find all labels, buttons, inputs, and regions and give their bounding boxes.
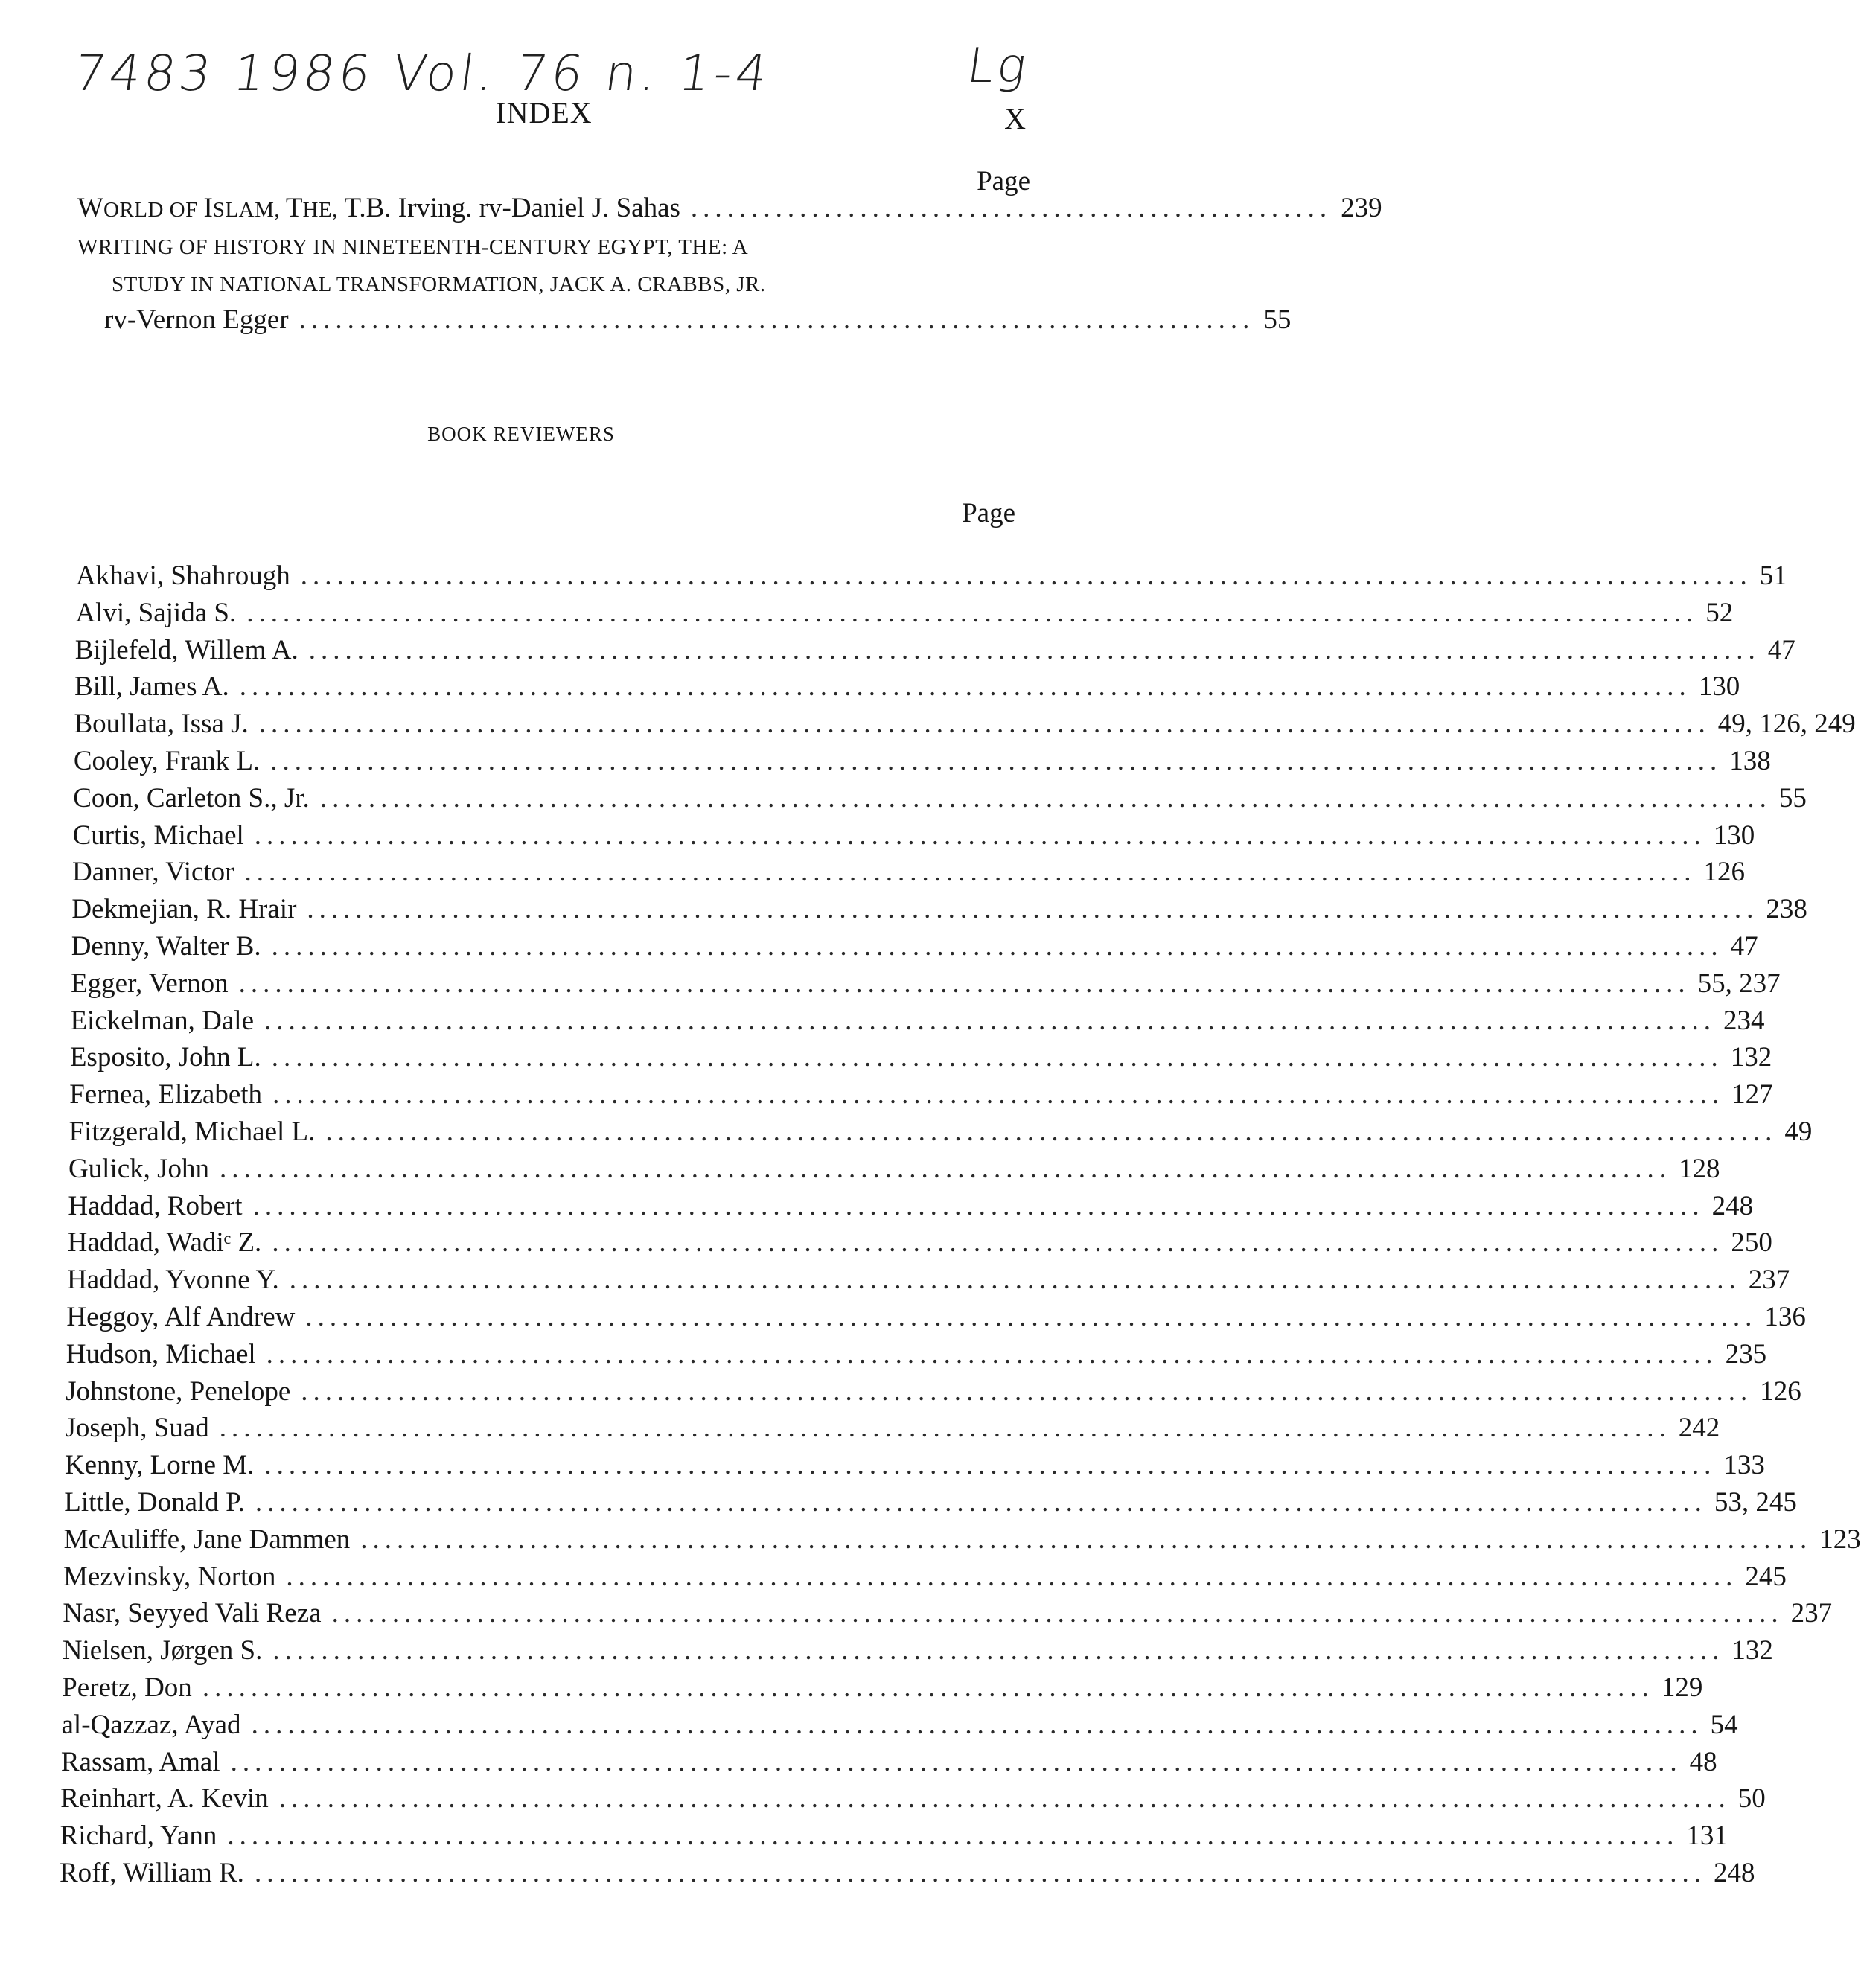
reviewer-row bbox=[68, 1116, 1813, 1148]
dot-leader: ........................................................................................................................ bbox=[254, 819, 1706, 851]
dot-leader: ........................................................................................................................ bbox=[258, 709, 1711, 740]
reviewer-pages: 237 bbox=[1790, 1598, 1833, 1629]
reviewer-name: Peretz, Don bbox=[62, 1672, 192, 1703]
reviewer-name: Alvi, Sajida S. bbox=[75, 597, 237, 628]
reviewer-pages: 242 bbox=[1678, 1413, 1720, 1444]
handwritten-call-number: 7483 1986 Vol. 76 n. 1-4 bbox=[70, 45, 775, 102]
reviewer-row bbox=[65, 1412, 1720, 1444]
reviewer-pages: 126 bbox=[1703, 857, 1746, 888]
reviewer-name: Bill, James A. bbox=[74, 671, 229, 703]
reviewer-name: Nielsen, Jørgen S. bbox=[62, 1635, 263, 1666]
reviewer-name: Reinhart, A. Kevin bbox=[60, 1783, 269, 1815]
dot-leader: ........................................................................................................................ bbox=[300, 560, 1752, 591]
dot-leader: ........................................................................................................................ bbox=[255, 1487, 1707, 1518]
reviewer-row bbox=[66, 1375, 1801, 1407]
dot-leader: ........................................................................................................................ bbox=[266, 1338, 1718, 1369]
reviewer-row bbox=[76, 560, 1787, 592]
dot-leader: ........................................................................................................................ bbox=[239, 671, 1691, 703]
dot-leader: ........................................................................................................................ bbox=[331, 1598, 1784, 1629]
dot-leader: ........................................................................................................................ bbox=[325, 1116, 1778, 1147]
reviewer-name: Gulick, John bbox=[68, 1153, 210, 1184]
dot-leader: ........................................................................................................................ bbox=[360, 1524, 1813, 1555]
reviewer-pages: 130 bbox=[1713, 819, 1755, 851]
reviewer-pages: 52 bbox=[1705, 597, 1734, 628]
dot-leader: ........................................................................................................................ bbox=[270, 746, 1723, 776]
reviewer-row bbox=[74, 708, 1856, 740]
dot-leader: ........................................................................................................................ bbox=[305, 1302, 1758, 1332]
reviewer-pages: 55 bbox=[1778, 782, 1807, 814]
dot-leader: ........................................................................................................................ bbox=[202, 1672, 1654, 1703]
reviewer-name: Heggoy, Alf Andrew bbox=[66, 1302, 296, 1332]
dot-leader: ........................................................................................................................ bbox=[272, 1227, 1724, 1259]
reviewer-pages: 51 bbox=[1759, 560, 1787, 591]
entry-title: WORLD OF ISLAM, THE, T.B. Irving. rv-Daniel J. Sahas bbox=[77, 193, 680, 223]
dot-leader: ........................................................................................................................ bbox=[219, 1413, 1671, 1444]
dot-leader: ........................................................................................................................ bbox=[246, 597, 1699, 628]
dot-leader: ............................................................................... bbox=[299, 304, 1255, 335]
reviewer-row bbox=[74, 671, 1740, 703]
reviewer-name: Haddad, Yvonne Y. bbox=[67, 1265, 279, 1296]
reviewer-pages: 126 bbox=[1760, 1375, 1801, 1407]
reviewer-name: Danner, Victor bbox=[71, 857, 234, 888]
reviewer-name: Nasr, Seyyed Vali Reza bbox=[63, 1598, 322, 1629]
reviewer-row bbox=[60, 1746, 1717, 1778]
handwritten-mark: Lg bbox=[963, 39, 1033, 94]
reviewer-row bbox=[71, 930, 1758, 962]
reviewer-pages: 250 bbox=[1731, 1227, 1772, 1259]
dot-leader: ........................................................................................................................ bbox=[271, 1042, 1723, 1073]
reviewer-name: Egger, Vernon bbox=[71, 968, 229, 999]
reviewer-pages: 54 bbox=[1710, 1709, 1738, 1740]
entry-author: rv-Vernon Egger bbox=[104, 304, 289, 335]
dot-leader: ........................................................................................................................ bbox=[308, 634, 1761, 665]
reviewer-row bbox=[64, 1486, 1797, 1518]
dot-leader: ........................................................................................................................ bbox=[230, 1746, 1682, 1777]
reviewer-pages: 49 bbox=[1784, 1116, 1813, 1147]
reviewer-row bbox=[68, 1153, 1720, 1185]
reviewer-row bbox=[69, 1041, 1772, 1073]
reviewer-row bbox=[63, 1597, 1833, 1629]
page-column-header: Page bbox=[962, 498, 1015, 528]
reviewer-row bbox=[61, 1709, 1738, 1741]
reviewer-name: Akhavi, Shahrough bbox=[76, 560, 290, 591]
reviewer-name: Cooley, Frank L. bbox=[73, 746, 261, 776]
index-entry-line-1: WRITING OF HISTORY IN NINETEENTH-CENTURY EGYPT, THE: A bbox=[77, 235, 749, 259]
reviewer-pages: 235 bbox=[1725, 1338, 1767, 1369]
dot-leader: ........................................................................................................................ bbox=[244, 857, 1696, 888]
reviewer-pages: 127 bbox=[1731, 1079, 1773, 1110]
dot-leader: ........................................................................................................................ bbox=[252, 1190, 1705, 1221]
reviewer-row bbox=[64, 1449, 1765, 1481]
reviewer-row bbox=[71, 856, 1746, 888]
reviewer-row bbox=[71, 893, 1807, 925]
reviewer-pages: 129 bbox=[1661, 1672, 1703, 1703]
reviewer-name: Johnstone, Penelope bbox=[66, 1375, 291, 1407]
entry-page: 239 bbox=[1341, 193, 1382, 223]
reviewer-row bbox=[71, 968, 1781, 1000]
reviewer-name: Mezvinsky, Norton bbox=[63, 1561, 276, 1592]
reviewer-pages: 248 bbox=[1711, 1190, 1754, 1221]
reviewer-name: Roff, William R. bbox=[60, 1858, 244, 1888]
reviewer-name: McAuliffe, Jane Dammen bbox=[63, 1524, 351, 1555]
reviewer-pages: 245 bbox=[1745, 1561, 1787, 1592]
reviewer-name: Coon, Carleton S., Jr. bbox=[73, 782, 310, 814]
dot-leader: ........................................................................................................................ bbox=[272, 1635, 1725, 1666]
dot-leader: ........................................................................................................................ bbox=[286, 1561, 1738, 1592]
reviewer-row bbox=[60, 1820, 1728, 1852]
reviewer-name: Haddad, Robert bbox=[68, 1190, 243, 1221]
reviewer-pages: 128 bbox=[1679, 1153, 1720, 1184]
reviewer-row bbox=[67, 1264, 1790, 1296]
reviewer-pages: 131 bbox=[1686, 1821, 1728, 1852]
reviewer-pages: 55, 237 bbox=[1697, 968, 1781, 999]
dot-leader: ........................................................................................................................ bbox=[264, 1005, 1717, 1036]
reviewer-pages: 49, 126, 249 bbox=[1717, 709, 1856, 740]
dot-leader: ........................................................................................................................ bbox=[278, 1783, 1731, 1815]
reviewer-pages: 130 bbox=[1698, 671, 1740, 703]
reviewer-row bbox=[60, 1857, 1755, 1889]
reviewer-name: al-Qazzaz, Ayad bbox=[61, 1709, 241, 1740]
dot-leader: ........................................................................................................................ bbox=[220, 1153, 1672, 1184]
reviewer-row bbox=[67, 1227, 1772, 1259]
page-column-header: Page bbox=[977, 166, 1030, 196]
dot-leader: ........................................................................................................................ bbox=[254, 1858, 1706, 1888]
reviewer-pages: 123 bbox=[1819, 1524, 1861, 1555]
reviewer-row bbox=[70, 1005, 1765, 1037]
reviewer-name: Richard, Yann bbox=[60, 1821, 217, 1852]
dot-leader: ........................................................................................................................ bbox=[238, 968, 1691, 999]
reviewer-row bbox=[74, 634, 1795, 666]
reviewer-name: Hudson, Michael bbox=[66, 1338, 256, 1369]
reviewer-pages: 138 bbox=[1729, 746, 1771, 776]
dot-leader: ........................................................................................................................ bbox=[289, 1265, 1741, 1296]
reviewer-pages: 136 bbox=[1764, 1302, 1806, 1332]
reviewer-pages: 50 bbox=[1737, 1783, 1766, 1815]
reviewer-pages: 234 bbox=[1723, 1005, 1765, 1036]
reviewer-row bbox=[66, 1301, 1806, 1333]
dot-leader: ........................................................................................................................ bbox=[319, 782, 1772, 814]
reviewer-row bbox=[63, 1561, 1787, 1593]
reviewer-row bbox=[62, 1672, 1703, 1704]
reviewer-name: Kenny, Lorne M. bbox=[64, 1450, 255, 1481]
reviewer-pages: 238 bbox=[1766, 894, 1807, 925]
dot-leader: ........................................................................................................................ bbox=[251, 1709, 1703, 1740]
section-letter: X bbox=[1004, 102, 1026, 135]
reviewer-row bbox=[68, 1190, 1754, 1222]
reviewer-row bbox=[66, 1338, 1767, 1370]
reviewer-row bbox=[60, 1783, 1766, 1815]
reviewer-row bbox=[73, 745, 1771, 777]
reviewer-name: Denny, Walter B. bbox=[71, 931, 261, 962]
reviewer-row bbox=[72, 819, 1755, 851]
reviewer-row bbox=[63, 1524, 1861, 1556]
entry-page: 55 bbox=[1263, 304, 1292, 335]
dot-leader: ........................................................................................................................ bbox=[272, 1079, 1725, 1110]
dot-leader: ..................................................... bbox=[690, 193, 1332, 223]
reviewer-name: Bijlefeld, Willem A. bbox=[74, 634, 299, 665]
entry-author: T.B. Irving. rv-Daniel J. Sahas bbox=[337, 193, 680, 223]
reviewer-name: Esposito, John L. bbox=[69, 1042, 261, 1073]
reviewer-pages: 47 bbox=[1730, 931, 1758, 962]
dot-leader: ........................................................................................................................ bbox=[227, 1821, 1679, 1852]
dot-leader: ........................................................................................................................ bbox=[271, 931, 1723, 962]
dot-leader: ........................................................................................................................ bbox=[301, 1375, 1753, 1407]
dot-leader: ........................................................................................................................ bbox=[307, 894, 1759, 925]
reviewer-pages: 132 bbox=[1731, 1635, 1773, 1666]
reviewer-pages: 237 bbox=[1748, 1265, 1790, 1296]
reviewer-name: Fernea, Elizabeth bbox=[69, 1079, 263, 1110]
reviewer-pages: 133 bbox=[1723, 1450, 1765, 1481]
reviewer-row bbox=[73, 782, 1807, 814]
reviewer-name: Curtis, Michael bbox=[72, 819, 244, 851]
reviewer-pages: 53, 245 bbox=[1714, 1487, 1797, 1518]
reviewer-name: Dekmejian, R. Hrair bbox=[71, 894, 297, 925]
reviewer-name: Fitzgerald, Michael L. bbox=[68, 1116, 316, 1147]
reviewer-pages: 47 bbox=[1767, 634, 1795, 665]
reviewer-name: Haddad, Wadiᶜ Z. bbox=[67, 1227, 262, 1259]
reviewer-pages: 48 bbox=[1689, 1746, 1717, 1777]
reviewer-name: Joseph, Suad bbox=[65, 1413, 209, 1444]
reviewer-row bbox=[75, 597, 1734, 629]
reviewer-pages: 248 bbox=[1713, 1858, 1755, 1888]
reviewer-name: Rassam, Amal bbox=[60, 1746, 220, 1777]
reviewer-row bbox=[62, 1634, 1773, 1666]
dot-leader: ........................................................................................................................ bbox=[264, 1450, 1717, 1481]
reviewer-row bbox=[69, 1078, 1773, 1110]
reviewer-name: Boullata, Issa J. bbox=[74, 709, 249, 740]
entry-title-cont: STUDY IN NATIONAL TRANSFORMATION, JACK A. CRABBS, JR. bbox=[112, 272, 766, 296]
page-title: INDEX bbox=[496, 96, 593, 130]
reviewer-name: Eickelman, Dale bbox=[70, 1005, 255, 1036]
reviewer-name: Little, Donald P. bbox=[64, 1487, 245, 1518]
section-heading: BOOK REVIEWERS bbox=[427, 423, 615, 445]
reviewer-pages: 132 bbox=[1730, 1042, 1772, 1073]
